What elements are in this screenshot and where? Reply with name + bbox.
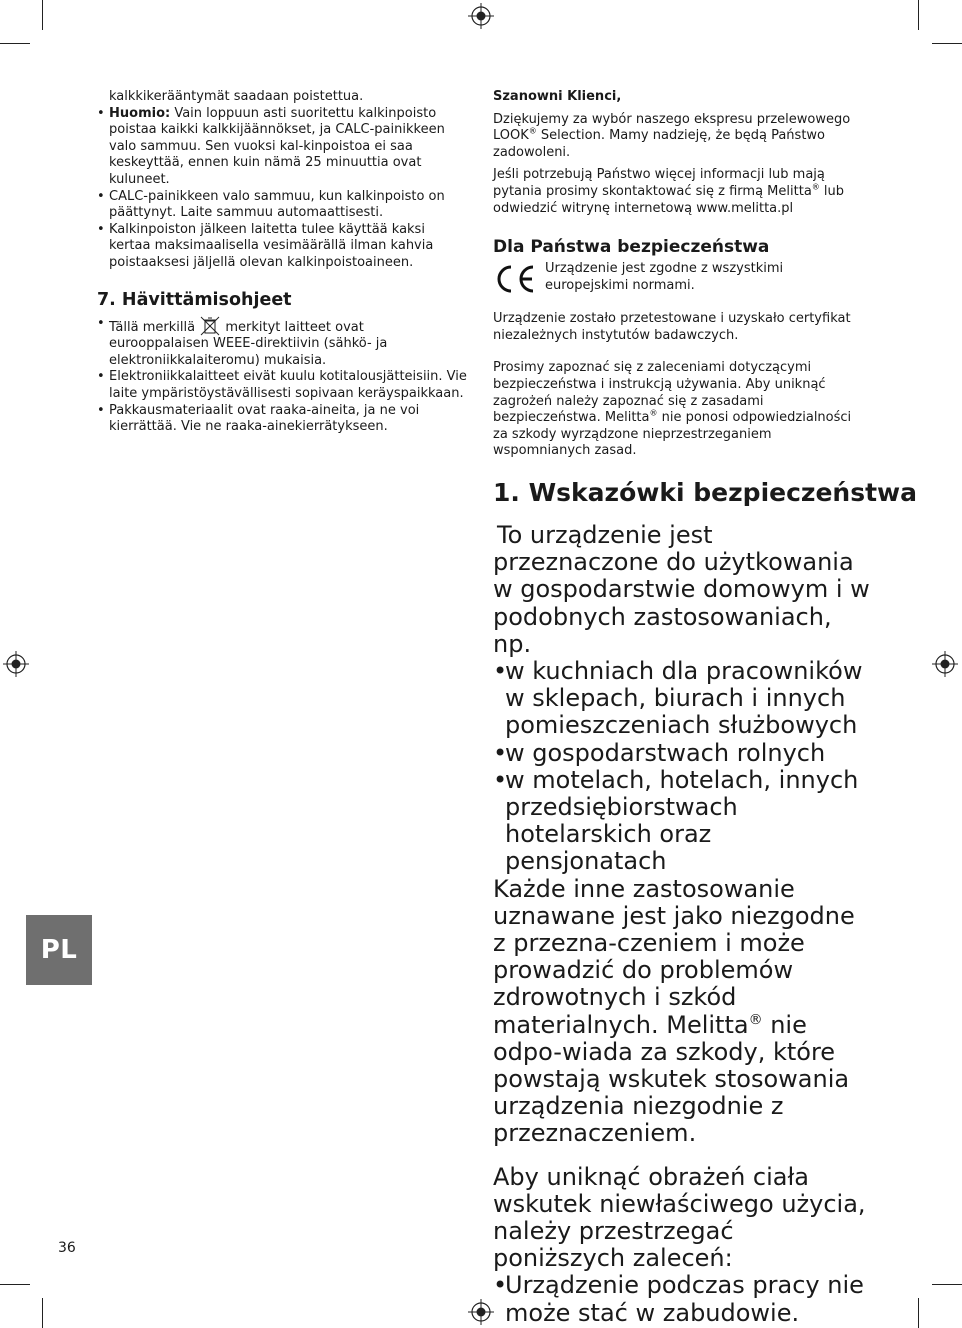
crop-mark: [0, 43, 30, 44]
crop-mark: [918, 0, 919, 30]
list-item: • CALC-painikkeen valo sammuu, kun kalkinpoisto on päättynyt. Laite sammuu automaattisesti.: [97, 189, 467, 222]
certification-paragraph: Urządzenie zostało przetestowane i uzyskało certyfikat niezależnych instytutów badawczych.: [493, 311, 851, 343]
list-item: • Kalkinpoiston jälkeen laitetta tulee käyttää kaksi kertaa maksimaalisella vesimäärällä ilman kahvia poistaaksesi jäljellä olevan kalkinpoistoaineen.: [97, 222, 467, 272]
greeting: Szanowni Klienci,: [493, 89, 622, 104]
contact-paragraph: Jeśli potrzebują Państwo więcej informacji lub mają pytania prosimy skontaktować się z firmą Melitta® lub odwiedzić witrynę internetową www.melitta.pl: [493, 167, 845, 216]
list-item: • w kuchniach dla pracowników w sklepach, biurach i innych pomieszczeniach służbowych: [493, 658, 873, 740]
crop-mark: [0, 1284, 30, 1285]
page-number: 36: [58, 1240, 76, 1256]
registration-mark-icon: [3, 651, 29, 677]
ce-statement: Urządzenie jest zgodne z wszystkimi europejskimi normami.: [493, 261, 868, 301]
usage-paragraph: Każde inne zastosowanie uznawane jest jako niezgodne z przezna-czeniem i może prowadzić do problemów zdrowotnych i szkód materialnych. Melitta® nie odpo-wiada za szkody, które powstają wskutek stosowania urządzenia niezgodnie z przeznaczeniem.: [493, 874, 855, 1148]
ce-mark-icon: [493, 263, 537, 295]
list-item: • w motelach, hotelach, innych przedsiębiorstwach hotelarskich oraz pensjonatach: [493, 767, 873, 876]
language-tab: PL: [26, 915, 92, 985]
registration-mark-icon: [468, 1299, 494, 1325]
left-column: [97, 89, 467, 436]
section-1-body: [493, 522, 873, 1327]
right-column: [493, 89, 868, 460]
crop-mark: [932, 43, 962, 44]
continuation-text: kalkkikerääntymät saadaan poistettua.: [109, 89, 364, 104]
list-item: • Elektroniikkalaitteet eivät kuulu kotitalousjätteisiin. Vie laite ympäristöystävällisesti sopivaan keräyspaikkaan.: [97, 369, 467, 402]
warning-paragraph: Prosimy zapoznać się z zaleceniami dotyczącymi bezpieczeństwa i instrukcją używania. Aby uniknąć zagrożeń należy zapoznać się z zasadami bezpieczeństwa. Melitta® nie ponosi odpowiedzialności za szkody wyrządzone nieprzestrzeganiem wspomnianych zasad.: [493, 360, 852, 459]
registration-mark-icon: [932, 651, 958, 677]
intro-text: To urządzenie jest przeznaczone do użytkowania w gospodarstwie domowym i w podobnych zastosowaniach, np.: [493, 521, 870, 658]
section-heading: 7. Hävittämisohjeet: [97, 289, 292, 310]
list-item: • Tällä merkillä merkityt laitteet ovat eurooppalaisen WEEE-direktiivin (sähkö- ja elektroniikkalaiteromu) mukaisia.: [97, 316, 467, 370]
crop-mark: [932, 1284, 962, 1285]
injury-paragraph: Aby uniknąć obrażeń ciała wskutek niewłaściwego użycia, należy przestrzegać poniższych zaleceń:: [493, 1162, 866, 1273]
intro-paragraph: Dziękujemy za wybór naszego ekspresu przelewowego LOOK® Selection. Mamy nadzieję, że będą Państwo zadowoleni.: [493, 111, 851, 160]
crop-mark: [42, 0, 43, 30]
crossed-bin-icon: [199, 316, 221, 336]
crop-mark: [42, 1298, 43, 1328]
list-item: • Urządzenie podczas pracy nie może stać w zabudowie.: [493, 1272, 873, 1326]
registration-mark-icon: [468, 3, 494, 29]
safety-heading: Dla Państwa bezpieczeństwa: [493, 237, 770, 258]
crop-mark: [918, 1298, 919, 1328]
list-item: • w gospodarstwach rolnych: [493, 740, 873, 767]
section-1-heading: 1. Wskazówki bezpieczeństwa: [493, 478, 918, 507]
list-item: • Pakkausmateriaalit ovat raaka-aineita, ja ne voi kierrättää. Vie ne raaka-ainekierrätykseen.: [97, 403, 467, 436]
list-item: • Huomio: Vain loppuun asti suoritettu kalkinpoisto poistaa kaikki kalkkijäännökset, ja CALC-painikkeen valo sammuu. Sen vuoksi kal-kinpoistoa ei saa keskeyttää, ennen kuin nämä 25 minuuttia ovat kuluneet.: [97, 106, 467, 189]
